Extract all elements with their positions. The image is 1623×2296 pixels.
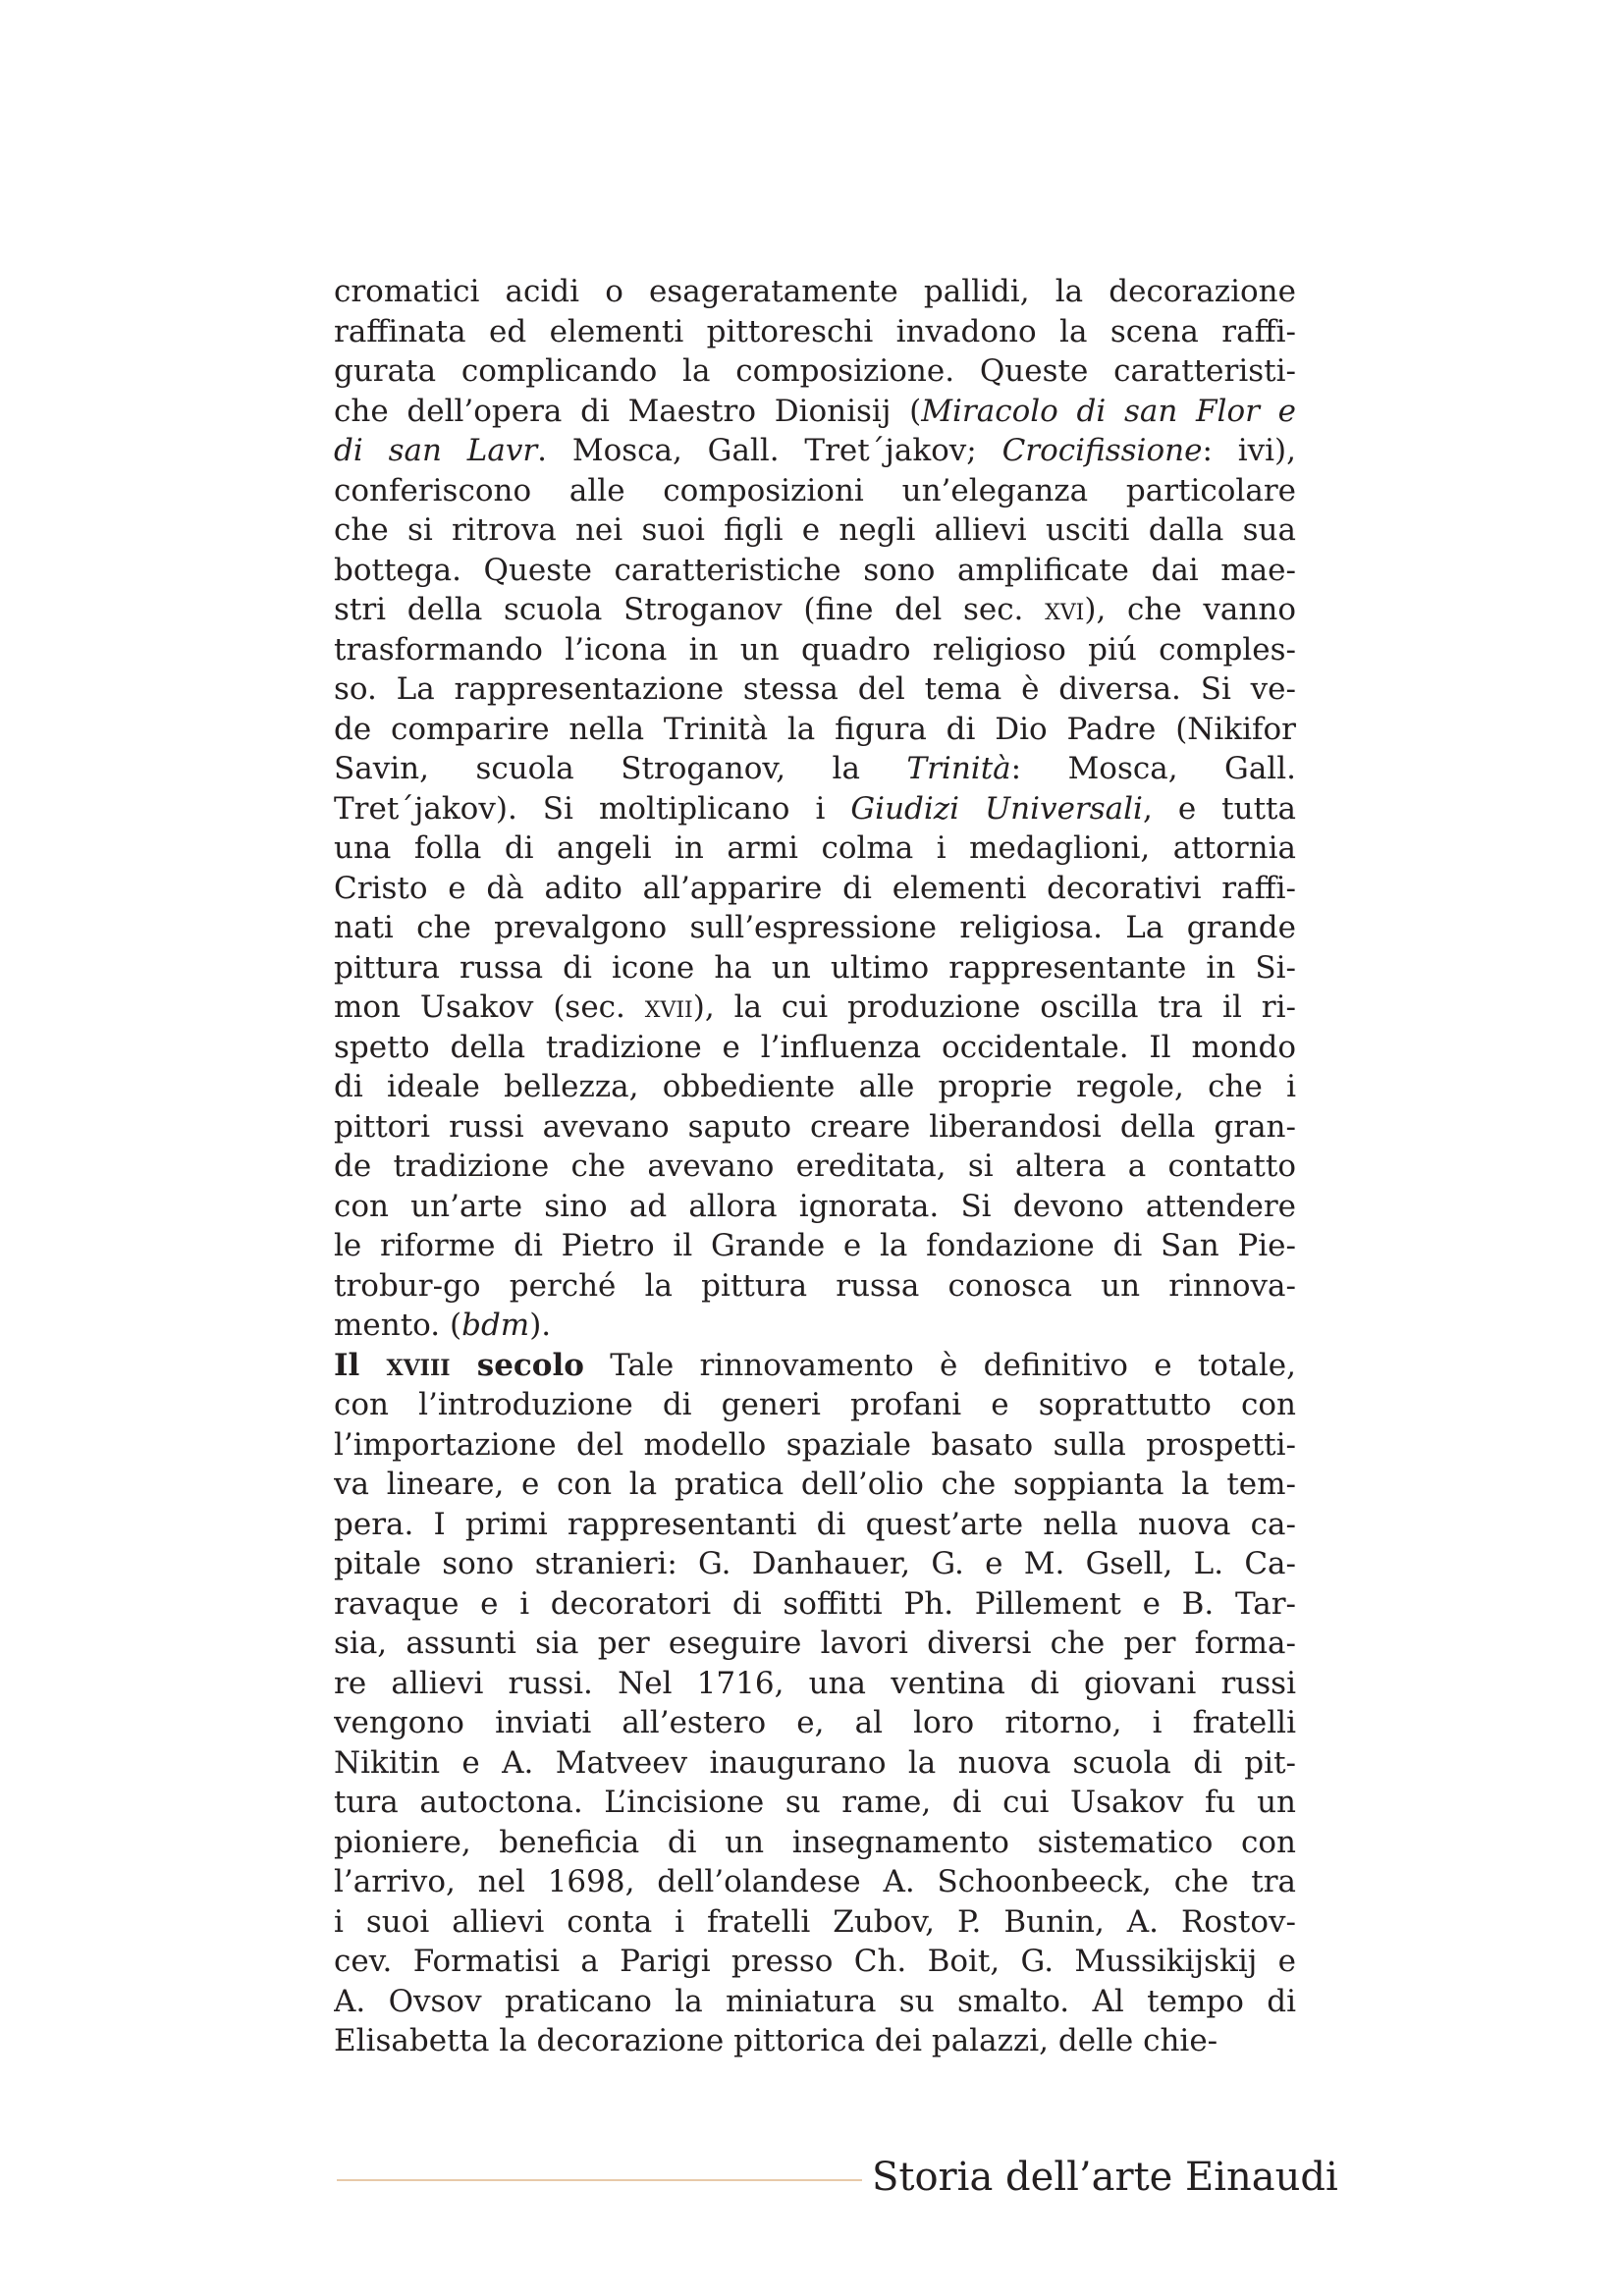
text-run: pittura russa di icone ha un ultimo rappresentante in Si- [334,949,1296,986]
text-line [334,1385,1296,1425]
text-line [334,1147,1296,1187]
text-run: raffinata ed elementi pittoreschi invadono la scena raffi- [334,313,1296,349]
text-line [334,1982,1296,2022]
text-run: . Mosca, Gall. Tret´jakov; [537,433,1002,468]
footer-rule [337,2179,862,2181]
text-run: pioniere, beneficia di un insegnamento sistematico con [334,1824,1296,1860]
text-line [334,312,1296,352]
text-line [334,1823,1296,1863]
text-line [334,2021,1296,2061]
text-run: trobur-go perché la pittura russa conosca un rinnova- [334,1267,1296,1304]
text-line [334,828,1296,869]
text-line [334,510,1296,551]
text-line [334,630,1296,670]
text-run: xviii [386,1347,451,1383]
text-run: va lineare, e con la pratica dell’olio che soppianta la tem- [334,1467,1296,1502]
text-line [334,1902,1296,1943]
text-line [334,988,1296,1028]
text-run: : Mosca, Gall. [1010,751,1296,786]
text-run: ravaque e i decoratori di soffitti Ph. Pillement e B. Tar- [334,1585,1296,1622]
text-line [334,749,1296,789]
text-line [334,272,1296,312]
text-run: che si ritrova nei suoi figli e negli allievi usciti dalla sua [334,512,1296,548]
text-line [334,1743,1296,1784]
text-line [334,908,1296,948]
text-line [334,1465,1296,1505]
text-run: mon Usakov (sec. [334,989,645,1025]
text-run: vengono inviati all’estero e, al loro ritorno, i fratelli [334,1705,1296,1740]
text-line [334,1544,1296,1584]
text-run: xvi [1045,592,1085,627]
text-run: cromatici acidi o esageratamente pallidi, la decorazione [334,274,1296,309]
text-run: trasformando l’icona in un quadro religioso piú comples- [334,631,1296,667]
text-line [334,551,1296,591]
text-run: con un’arte sino ad allora ignorata. Si devono attendere [334,1188,1296,1224]
text-run: spetto della tradizione e l’influenza occidentale. Il mondo [334,1029,1296,1065]
text-run: ). [529,1308,552,1343]
text-run: pera. I primi rappresentanti di quest’arte nella nuova ca- [334,1506,1296,1542]
text-line [334,392,1296,432]
text-line [334,1226,1296,1266]
text-run: una folla di angeli in armi colma i medaglioni, attornia [334,830,1296,866]
text-run: tura autoctona. L’incisione su rame, di cui Usakov fu un [334,1785,1296,1820]
text-run: Miracolo di san Flor e [921,393,1296,429]
text-run: xvii [644,989,693,1025]
text-line [334,1067,1296,1107]
text-run: Tret´jakov). Si moltiplicano i [334,790,851,827]
text-run: Il [334,1347,387,1383]
text-run: mento. ( [334,1308,462,1343]
text-line [334,1783,1296,1823]
text-line [334,1584,1296,1625]
text-run: bottega. Queste caratteristiche sono amplificate dai mae- [334,552,1296,588]
text-line [334,1266,1296,1307]
text-line [334,1664,1296,1704]
text-run: le riforme di Pietro il Grande e la fondazione di San Pie- [334,1228,1296,1263]
text-run: stri della scuola Stroganov (fine del sec. [334,592,1046,627]
text-run: Cristo e dà adito all’apparire di elementi decorativi raffi- [334,870,1296,906]
text-line [334,590,1296,630]
text-line [334,431,1296,471]
text-run: cev. Formatisi a Parigi presso Ch. Boit, G. Mussikijskij e [334,1944,1296,1979]
text-line [334,1187,1296,1227]
text-line [334,869,1296,909]
text-line [334,1942,1296,1982]
text-line [334,710,1296,750]
text-line [334,1306,1296,1346]
text-line [334,1107,1296,1148]
text-run: di ideale bellezza, obbediente alle proprie regole, che i [334,1069,1296,1104]
text-run: pittori russi avevano saputo creare liberandosi della gran- [334,1108,1296,1145]
text-run: de tradizione che avevano ereditata, si altera a contatto [334,1148,1296,1184]
text-run: Elisabetta la decorazione pittorica dei palazzi, delle chie- [334,2023,1218,2058]
text-run: secolo [450,1347,584,1383]
text-run: di san Lavr [334,433,538,468]
text-line [334,1346,1296,1386]
text-line [334,351,1296,392]
text-run: sia, assunti sia per eseguire lavori diversi che per forma- [334,1626,1296,1661]
text-run: conferiscono alle composizioni un’eleganza particolare [334,472,1296,508]
text-line [334,1624,1296,1664]
text-run: l’arrivo, nel 1698, dell’olandese A. Schoonbeeck, che tra [334,1864,1296,1899]
text-line [334,471,1296,511]
text-run: Giudizi Universali [850,790,1143,827]
text-run: ), la cui produzione oscilla tra il ri- [692,989,1296,1025]
text-line [334,1425,1296,1466]
text-run: Tale rinnovamento è definitivo e totale, [583,1347,1296,1383]
text-run: l’importazione del modello spaziale basato sulla prospetti- [334,1426,1296,1463]
text-run: Crocifissione [1001,433,1203,468]
text-run: nati che prevalgono sull’espressione religiosa. La grande [334,910,1296,945]
text-run: Nikitin e A. Matveev inaugurano la nuova scuola di pit- [334,1744,1296,1781]
text-run: A. Ovsov praticano la miniatura su smalto. Al tempo di [334,1983,1296,2019]
text-line [334,1703,1296,1743]
text-line [334,1505,1296,1545]
text-run: Savin, scuola Stroganov, la [334,751,907,786]
text-line [334,948,1296,988]
text-run: so. La rappresentazione stessa del tema è diversa. Si ve- [334,671,1296,707]
text-run: de comparire nella Trinità la figura di Dio Padre (Nikifor [334,711,1296,747]
text-line [334,1862,1296,1902]
text-run: che dell’opera di Maestro Dionisij ( [334,393,922,429]
footer-title: Storia dell’arte Einaudi [872,2155,1338,2200]
text-run: bdm [461,1308,530,1343]
text-line [334,669,1296,710]
text-run: , e tutta [1142,790,1296,827]
text-run: : ivi), [1202,433,1296,468]
text-run: i suoi allievi conta i fratelli Zubov, P. Bunin, A. Rostov- [334,1903,1296,1940]
text-run: con l’introduzione di generi profani e soprattutto con [334,1387,1296,1422]
text-run: Trinità [906,751,1011,786]
text-run: ), che vanno [1084,592,1296,627]
text-run: pitale sono stranieri: G. Danhauer, G. e M. Gsell, L. Ca- [334,1546,1296,1581]
text-line [334,1028,1296,1068]
body-text [334,272,1296,2061]
text-run: gurata complicando la composizione. Queste caratteristi- [334,353,1296,389]
text-run: re allievi russi. Nel 1716, una ventina di giovani russi [334,1665,1296,1701]
text-line [334,789,1296,829]
